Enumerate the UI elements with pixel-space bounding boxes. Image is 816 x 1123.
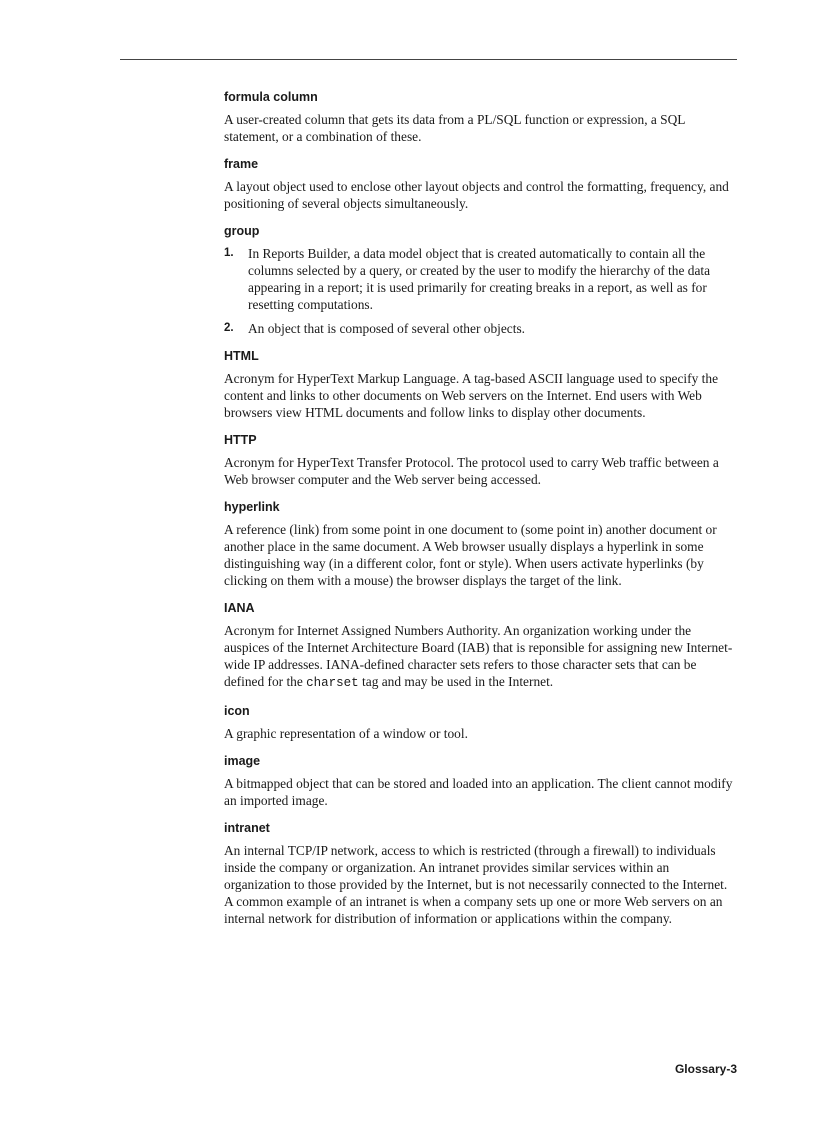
definition-text: Acronym for Internet Assigned Numbers Authority. An organization working under the auspices of the Internet Architecture Board (IAB) that is reponsible for assigning new Internet-wide IP addresses. IANA-defined character sets refers to those character sets that can be defined for the bbox=[224, 623, 733, 689]
definition-text: tag and may be used in the Internet. bbox=[358, 674, 554, 689]
glossary-term: image bbox=[224, 754, 261, 768]
glossary-entry-frame bbox=[224, 156, 737, 212]
list-item-text: In Reports Builder, a data model object that is created automatically to contain all the columns selected by a query, or created by the user to modify the hierarchy of the data appearing in a report; it is used primarily for creating breaks in a report, as well as for resetting computations. bbox=[248, 246, 711, 312]
glossary-entry-group bbox=[224, 223, 737, 337]
glossary-term: group bbox=[224, 224, 260, 238]
glossary-entry-html bbox=[224, 348, 737, 421]
glossary-entry-icon bbox=[224, 703, 737, 742]
list-item bbox=[224, 245, 737, 313]
glossary-entry-intranet bbox=[224, 820, 737, 927]
glossary-definition: A graphic representation of a window or tool. bbox=[224, 726, 468, 741]
list-number: 2. bbox=[224, 322, 234, 334]
page-number: Glossary-3 bbox=[674, 1062, 737, 1076]
glossary-definition bbox=[224, 622, 737, 692]
glossary-entry-iana bbox=[224, 600, 737, 692]
glossary-entry-hyperlink bbox=[224, 499, 737, 589]
glossary-definition: A bitmapped object that can be stored and loaded into an application. The client cannot modify an imported image. bbox=[224, 776, 733, 808]
glossary-term: hyperlink bbox=[224, 500, 280, 514]
glossary-entry-image bbox=[224, 753, 737, 809]
glossary-term: IANA bbox=[224, 601, 255, 615]
glossary-definition: A user-created column that gets its data from a PL/SQL function or expression, a SQL statement, or a combination of these. bbox=[224, 112, 685, 144]
glossary-term: icon bbox=[224, 704, 250, 718]
definition-list bbox=[224, 245, 737, 337]
list-number: 1. bbox=[224, 247, 234, 259]
code-term: charset bbox=[306, 676, 359, 690]
glossary-definition: A reference (link) from some point in one document to (some point in) another document or another place in the same document. A Web browser usually displays a hyperlink in some distinguishing way (in a different color, font or style). When users activate hyperlinks (by clicking on them with a mouse) the browser displays the target of the link. bbox=[224, 522, 717, 588]
glossary-entry-http bbox=[224, 432, 737, 488]
glossary-definition: Acronym for HyperText Markup Language. A tag-based ASCII language used to specify the content and links to other documents on Web servers on the Internet. End users with Web browsers view HTML documents and follow links to display other documents. bbox=[224, 371, 719, 420]
list-item-text: An object that is composed of several other objects. bbox=[248, 321, 526, 336]
glossary-definition: A layout object used to enclose other layout objects and control the formatting, frequency, and positioning of several objects simultaneously. bbox=[224, 179, 729, 211]
glossary-term: intranet bbox=[224, 821, 270, 835]
list-item bbox=[224, 320, 737, 337]
glossary-entry-formula-column bbox=[224, 89, 737, 145]
glossary-term: HTTP bbox=[224, 433, 257, 447]
glossary-definition: An internal TCP/IP network, access to which is restricted (through a firewall) to individuals inside the company or organization. An intranet provides similar services within an organization to those provided by the Internet, but is not necessarily connected to the Internet. A common example of an intranet is when a company sets up one or more Web servers on an internal network for distribution of information or applications within the company. bbox=[224, 843, 728, 926]
glossary-content bbox=[224, 89, 737, 938]
glossary-term: frame bbox=[224, 157, 259, 171]
glossary-definition: Acronym for HyperText Transfer Protocol. The protocol used to carry Web traffic between a Web browser computer and the Web server being accessed. bbox=[224, 455, 719, 487]
glossary-term: HTML bbox=[224, 349, 259, 363]
header-rule bbox=[120, 59, 737, 60]
glossary-term: formula column bbox=[224, 90, 318, 104]
